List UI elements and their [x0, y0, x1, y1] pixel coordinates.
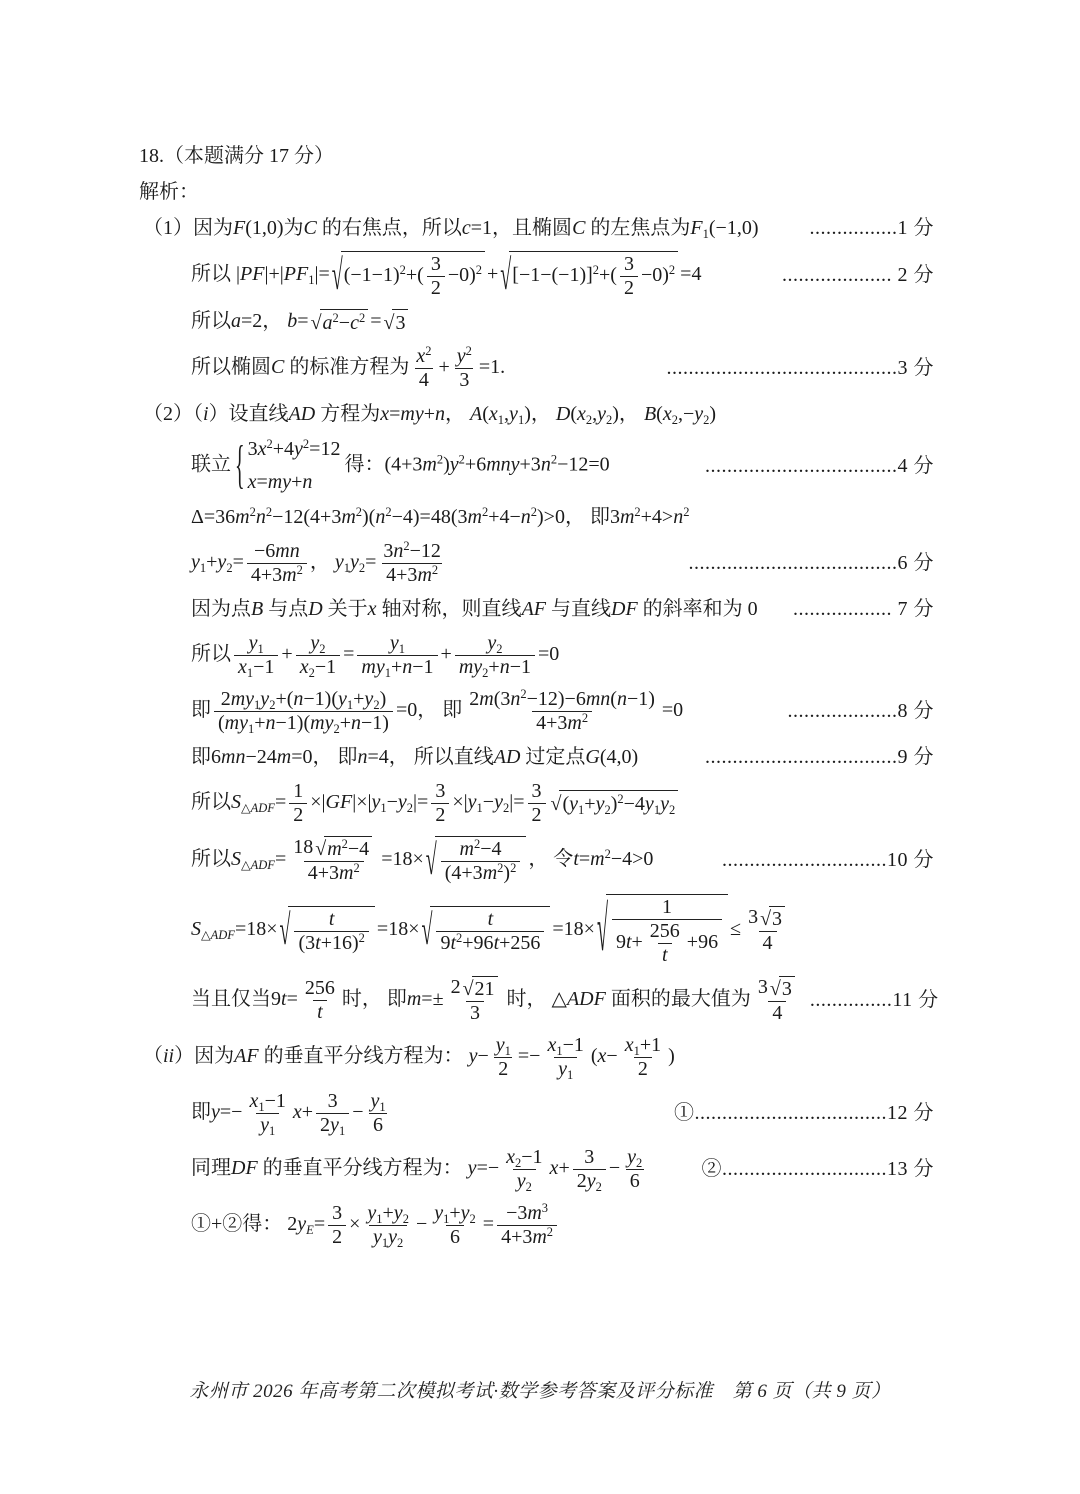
score-marker: ....................8 分: [787, 700, 934, 722]
solution-line: [191, 836, 934, 885]
line-content: ①+②得： $2y_E=$ $\frac{3}{2}$ × $\frac{y_1+y_2}{y_1y_2}$ − $\frac{y_1+y_2}{6}$ = $\frac{-3m^3}{4+3m^2}$: [191, 1202, 560, 1249]
radical-sign: √: [425, 837, 437, 884]
solution-line: [191, 1146, 934, 1193]
line-content: 解析：: [139, 181, 199, 203]
solution-line: [191, 437, 934, 495]
score-marker: ......................................6 分: [688, 552, 934, 574]
solution-line: [191, 894, 934, 967]
radical-sign: √: [279, 907, 291, 954]
line-content: 所以$S_{\triangle ADF}=$ $\frac{1}{2}$ $\times|GF|\times|y_1-y_2|=$ $\frac{3}{2}$ $\times|y_1-y_2|=$ $\frac{3}{2}$ √ $(y_1+y_2)^2-4y_1y_2$: [191, 780, 680, 827]
score-marker: ..............................10 分: [722, 849, 934, 871]
solution-line: [191, 251, 934, 300]
radical-sign: √: [596, 895, 608, 966]
solution-line: [191, 596, 934, 623]
line-content: 所以a=2， b= √ $a^2-c^2$ = √ 3: [191, 309, 410, 336]
solution-line: [191, 632, 934, 679]
solution-line: [143, 401, 934, 428]
line-content: 18.（本题满分 17 分）: [139, 145, 334, 167]
radical-sign: √: [500, 252, 512, 299]
solution-line: [191, 744, 934, 771]
problem-heading: [139, 143, 934, 170]
score-marker: ②..............................13 分: [701, 1158, 934, 1180]
score-marker: ①...................................12 分: [674, 1102, 934, 1124]
cases-brace: {: [235, 437, 245, 495]
radical-sign: √: [310, 311, 322, 334]
radical-sign: √: [550, 792, 562, 815]
solution-line: [191, 688, 934, 735]
score-marker: .................... 2 分: [782, 264, 934, 286]
page-footer: [0, 1376, 1080, 1403]
line-content: 即 $\frac{2my_1y_2+(n-1)(y_1+y_2)}{(my_1+n-1)(my_2+n-1)}$ =0， 即 $\frac{2m(3n^2-12)-6mn(n-1)}{4+3m^2}$ =0: [191, 687, 684, 736]
radical-sign: √: [421, 907, 433, 954]
score-marker: ..........................................3 分: [666, 357, 934, 379]
line-content: 即6mn−24m=0， 即n=4， 所以直线AD 过定点G(4,0): [191, 746, 639, 768]
line-content: （ii）因为AF 的垂直平分线方程为： y− $\frac{y_1}{2}$ =− $\frac{x_1-1}{y_1}$ (x− $\frac{x_1+1}{2}$ ): [143, 1034, 675, 1082]
line-content: 所以 $\frac{y_1}{x_1-1}$ + $\frac{y_2}{x_2-1}$ = $\frac{y_1}{my_1+n-1}$ + $\frac{y_2}{my_2+n-1}$ =0: [191, 632, 560, 680]
solution-label: [139, 179, 934, 206]
solution-line: [191, 1202, 934, 1249]
line-content: $S_{\triangle ADF}=18\times$ √ $\frac{t}{(3t+16)^2}$ =18× √ $\frac{t}{9t^2+96t+256}$ =18× √ 1 9t+ $\frac{256}{t}$ +96 ≤ 3 √ 3 4: [191, 894, 794, 967]
line-content: （2）（i）设直线AD 方程为x=my+n， $A(x_1,y_1)$， $D(x_2,y_2)$， $B(x_2,-y_2)$: [143, 403, 717, 427]
radical-sign: √: [769, 977, 781, 1000]
score-marker: ...................................9 分: [705, 746, 934, 768]
footer-text: 永州市 2026 年高考第二次模拟考试·数学参考答案及评分标准 第 6 页（共 9 页）: [189, 1381, 891, 1402]
score-marker: ...............11 分: [809, 989, 939, 1011]
radical-sign: √: [315, 837, 327, 860]
line-content: 同理DF 的垂直平分线方程为： y=− $\frac{x_2-1}{y_2}$ x+ $\frac{3}{2y_2}$ − $\frac{y_2}{6}$: [191, 1146, 643, 1194]
solution-line: [191, 976, 939, 1025]
line-content: $y_1+y_2=$ $\frac{-6mn}{4+3m^2}$ ， $y_1y_2=$ $\frac{3n^2-12}{4+3m^2}$: [191, 539, 441, 586]
radical-sign: √: [462, 977, 474, 1000]
score-marker: ...................................4 分: [705, 454, 934, 477]
solution-body: [139, 143, 939, 1258]
line-content: 所以 $|PF|+|PF_1|=$ √ $(-1-1)^2+$( $\frac{3}{2}$ −0)$^2$ + √ $[-1-(-1)]^2+$( $\frac{3}{2}$ −0)$^2$ =4: [191, 252, 702, 299]
solution-line: [191, 540, 934, 587]
line-content: $\Delta=36m^2n^2-12(4+3m^2)(n^2-4)=48(3m^2+4-n^2)>0$， 即$3m^2+4>n^2$: [191, 505, 690, 528]
radical-sign: √: [760, 907, 772, 930]
line-content: 所以椭圆C 的标准方程为 $\frac{x^2}{4}$ + $\frac{y^2}{3}$ =1.: [191, 344, 506, 391]
score-marker: .................. 7 分: [793, 598, 934, 620]
radical-sign: √: [383, 311, 395, 334]
line-content: 所以$S_{\triangle ADF}=$ 18 √ $m^2-4$ $4+3m^2$ =18× √ $\frac{m^2-4}{(4+3m^2)^2}$ ， 令$t=m^2-4>0$: [191, 836, 654, 884]
line-content: 即y=− $\frac{x_1-1}{y_1}$ x+ $\frac{3}{2y_1}$ − $\frac{y_1}{6}$: [191, 1090, 386, 1138]
score-marker: ................1 分: [809, 217, 934, 239]
line-content: 因为点B 与点D 关于x 轴对称，则直线AF 与直线DF 的斜率和为 0: [191, 598, 758, 620]
solution-line: [191, 504, 934, 531]
solution-line: [143, 215, 934, 242]
radical-sign: √: [331, 252, 343, 299]
line-content: （1）因为F(1,0)为C 的右焦点，所以c=1，且椭圆C 的左焦点为$F_1(-1,0)$: [143, 217, 759, 241]
line-content: 联立 { $3x^2+4y^2=12$ x=my+n 得：$(4+3m^2)y^2+6mny+3n^2-12=0$: [191, 437, 610, 495]
solution-line: [143, 1034, 934, 1081]
solution-line: [191, 309, 934, 336]
solution-line: [191, 780, 934, 827]
solution-line: [191, 345, 934, 392]
solution-line: [191, 1090, 934, 1137]
line-content: 当且仅当9t= $\frac{256}{t}$ 时， 即m=± 2 √ 21 3 时， △ADF 面积的最大值为 3 √ 3 4: [191, 976, 804, 1025]
